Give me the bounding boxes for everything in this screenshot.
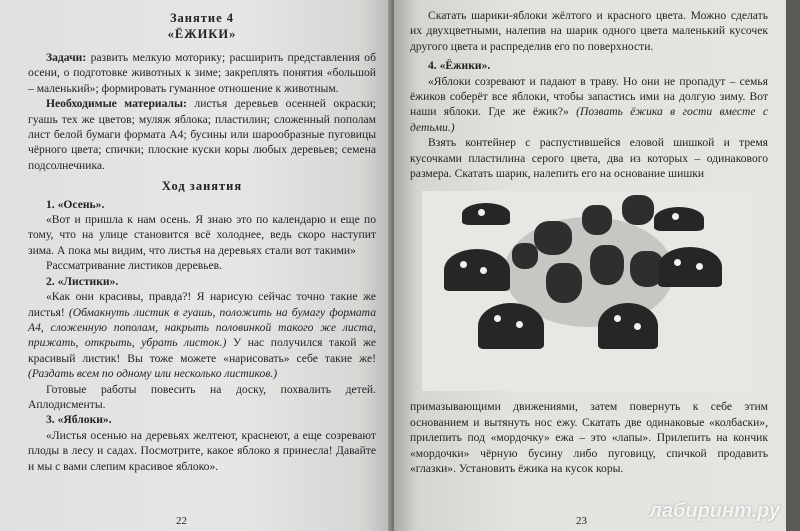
left-page	[0, 0, 392, 531]
section-2-text-a: «Как они красивы, правда?! Я нарисую сейчас точно такие же листья!	[28, 290, 376, 319]
section-2-instruction-1: (Обмакнуть листик в гуашь, положить на бумагу формата А4, сложенную пополам, накрыть половинкой такого же листа, прижать, открыть, убрать листок.)	[28, 305, 376, 350]
course-heading: Ход занятия	[161, 179, 243, 194]
mushroom-figure	[478, 303, 544, 349]
right-paragraph-2	[410, 74, 768, 136]
right-paragraph-4: примазывающими движениями, затем повернуть к себе этим основанием и вытянуть нос ежу. Скатать две одинаковые «колбаски», прилепить под «мордочку» ежа – это «лапы». Прилепить на кончик «мордочки» чёрную бусину либо пуговицу, спичкой продавить «глазки». Установить ёжика на кусок коры.	[410, 400, 768, 476]
tasks-label: Задачи:	[46, 51, 87, 64]
right-paragraph-1: Скатать шарики-яблоки жёлтого и красного цвета. Можно сделать их двухцветными, налепив на шарик одного цвета маленький кусочек другого цвета и распределив его по поверхности.	[410, 9, 768, 53]
hedgehog-figure	[512, 243, 538, 269]
mushroom-figure	[462, 203, 510, 225]
section-1-title: 1. «Осень».	[46, 197, 105, 211]
hedgehog-figure	[582, 205, 612, 235]
page-number-left: 22	[176, 515, 187, 527]
materials-text: листья деревьев осенней окраски; гуашь тех же цветов; муляж яблока; пластилин; сложенный пополам лист белой бумаги формата А4; бусины или шарообразные пуговицы чёрного цвета; спички; плоские куски коры любых деревьев; семена подсолнечника.	[28, 97, 376, 172]
materials-label: Необходимые материалы:	[46, 97, 187, 111]
hedgehog-photo	[422, 191, 752, 391]
right-paragraph-2-text: «Яблоки созревают и падают в траву. Но они не пропадут – семья ёжиков соберёт все яблоки, чтобы запастись ими на долгую зиму. Вот наши яблоки. Где же ёжик?»	[410, 74, 768, 119]
section-1-text: «Вот и пришла к нам осень. Я знаю это по календарю и еще по тому, что на улице становится всё холоднее, ведь скоро наступит зима. А пока мы видим, что листья на деревьях стали вот такими»	[28, 213, 376, 257]
page-number-right: 23	[576, 515, 587, 527]
mushroom-figure	[444, 249, 510, 291]
hedgehog-figure	[622, 195, 654, 225]
section-2-title: 2. «Листики».	[46, 274, 119, 288]
hedgehog-figure	[546, 263, 582, 303]
watermark-logo: лабиринт.ру	[649, 500, 780, 522]
section-3-text: «Листья осенью на деревьях желтеют, краснеют, а еще созревают плоды в лесу и садах. Посмотрите, какое яблоко я принесла! Давайте и мы с вами слепим красивое яблоко».	[28, 428, 376, 473]
materials-paragraph	[28, 96, 376, 173]
hedgehog-figure	[534, 221, 572, 255]
section-2-instruction-2: (Раздать всем по одному или несколько листиков.)	[28, 367, 278, 381]
hedgehog-figure	[590, 245, 624, 285]
section-2-text	[28, 289, 376, 381]
section-4-title: 4. «Ёжики».	[428, 59, 491, 73]
section-3-title: 3. «Яблоки».	[46, 413, 112, 427]
lesson-label: Занятие 4	[169, 11, 235, 25]
tasks-text: развить мелкую моторику; расширить представления об осени, о подготовке животных к зиме; закреплять понятия «большой – маленький»; формировать гуманное отношение к животным.	[28, 51, 376, 95]
section-2-note: Готовые работы повесить на доску, похвалить детей. Аплодисменты.	[28, 382, 376, 411]
lesson-title: «ЁЖИКИ»	[167, 27, 237, 41]
right-page	[394, 0, 786, 531]
mushroom-figure	[654, 207, 704, 231]
tasks-paragraph	[28, 50, 376, 96]
mushroom-figure	[598, 303, 658, 349]
section-1-note: Рассматривание листиков деревьев.	[46, 259, 223, 273]
right-paragraph-2-instruction: (Позвать ёжика в гости вместе с детьми.)	[410, 105, 768, 134]
section-2-text-c: У нас получился такой же красивый листик! Вы тоже можете «нарисовать» себе такие же!	[28, 336, 376, 365]
mushroom-figure	[658, 247, 722, 287]
right-paragraph-3: Взять контейнер с распустившейся еловой шишкой и тремя кусочками пластилина серого цвета, два из которых – одинакового размера. Скатать шарик, налепить его на основание шишки	[410, 136, 768, 181]
